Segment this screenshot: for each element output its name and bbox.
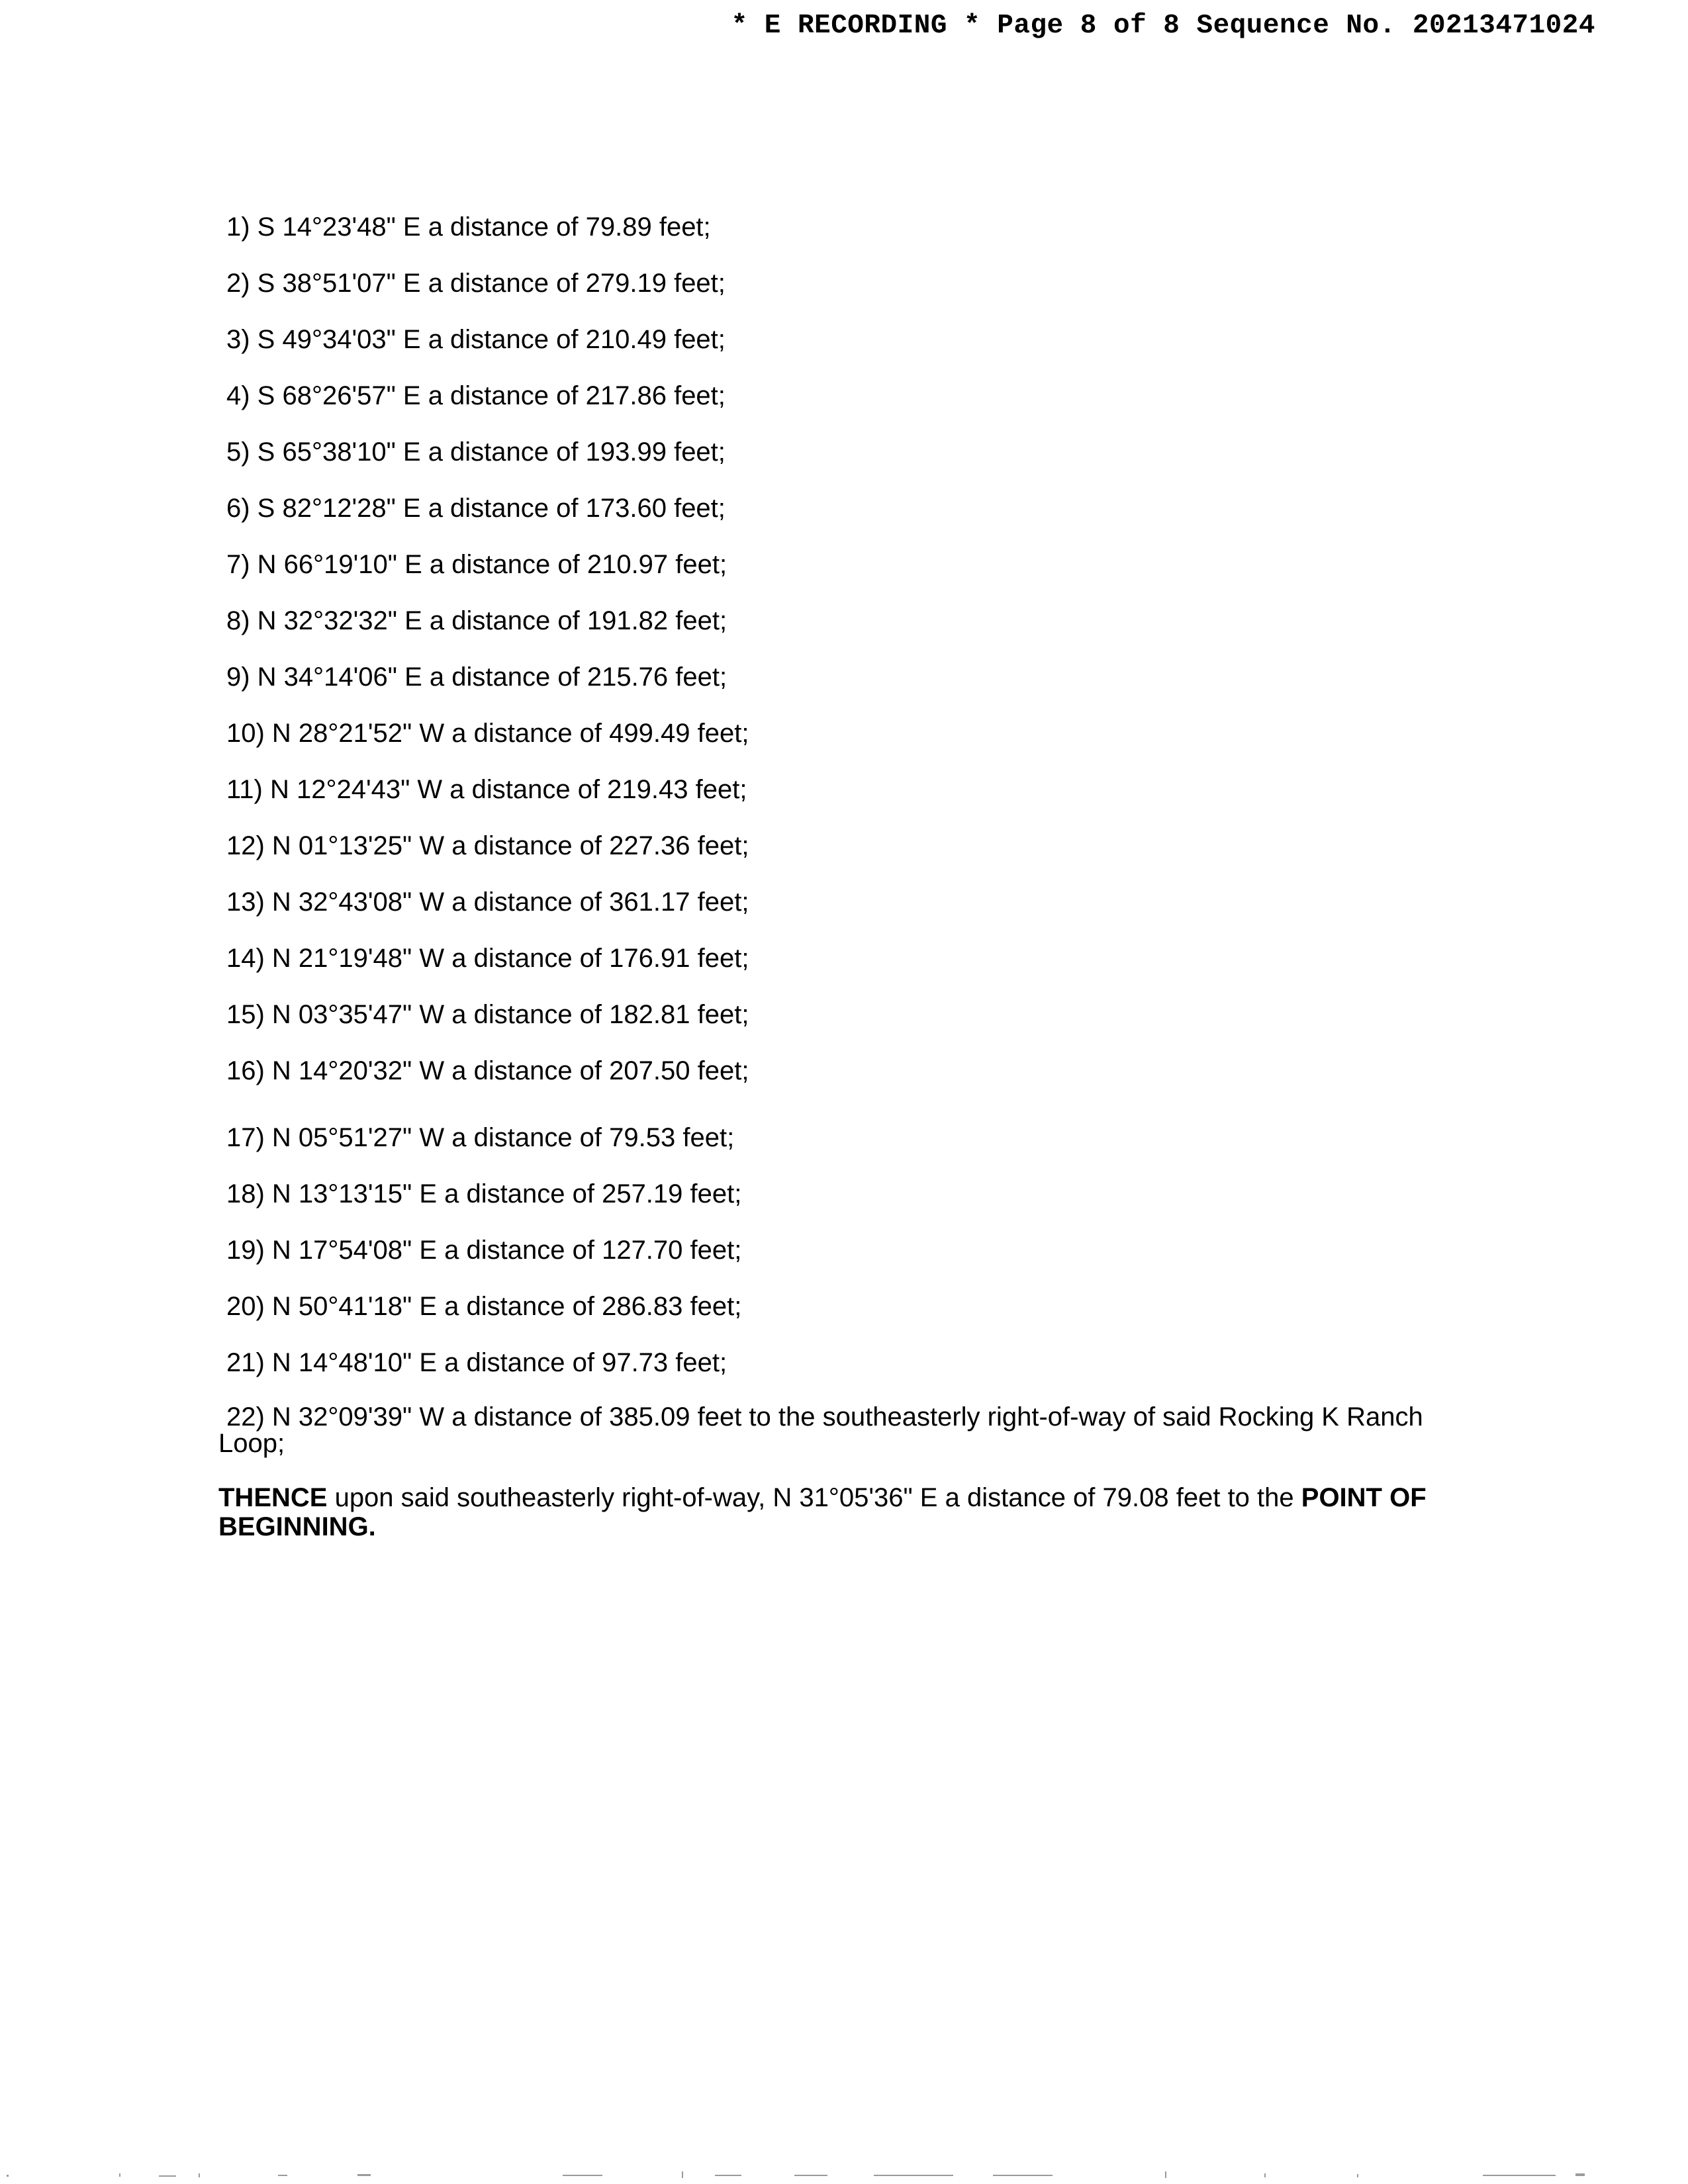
course-call: 10) N 28°21'52" W a distance of 499.49 feet; xyxy=(226,719,749,748)
thence-text: upon said southeasterly right-of-way, N 31°05'36" E a distance of 79.08 feet to the xyxy=(327,1483,1301,1512)
thence-paragraph xyxy=(218,1483,1463,1541)
course-call: 8) N 32°32'32" E a distance of 191.82 feet; xyxy=(226,606,727,635)
course-call: 7) N 66°19'10" E a distance of 210.97 feet; xyxy=(226,550,727,579)
course-call-final: 22) N 32°09'39" W a distance of 385.09 feet to the southeasterly right-of-way of said Rocking K Ranch Loop; xyxy=(218,1402,1423,1458)
course-call: 21) N 14°48'10" E a distance of 97.73 feet; xyxy=(226,1348,727,1377)
course-call: 19) N 17°54'08" E a distance of 127.70 feet; xyxy=(226,1236,742,1265)
course-call: 11) N 12°24'43" W a distance of 219.43 feet; xyxy=(226,775,747,804)
legal-description xyxy=(218,212,1463,1541)
course-call: 18) N 13°13'15" E a distance of 257.19 feet; xyxy=(226,1179,742,1208)
course-call: 15) N 03°35'47" W a distance of 182.81 feet; xyxy=(226,1000,749,1029)
course-call: 14) N 21°19'48" W a distance of 176.91 feet; xyxy=(226,944,749,973)
point-of-beginning: POINT OF BEGINNING. xyxy=(218,1483,1427,1541)
thence-lead: THENCE xyxy=(218,1483,328,1512)
recording-header: * E RECORDING * Page 8 of 8 Sequence No. 20213471024 xyxy=(731,11,1595,41)
course-call: 16) N 14°20'32" W a distance of 207.50 feet; xyxy=(226,1056,749,1085)
course-call: 13) N 32°43'08" W a distance of 361.17 feet; xyxy=(226,887,749,917)
course-call: 4) S 68°26'57" E a distance of 217.86 feet; xyxy=(226,381,726,410)
course-call: 17) N 05°51'27" W a distance of 79.53 feet; xyxy=(226,1123,735,1152)
course-call: 9) N 34°14'06" E a distance of 215.76 feet; xyxy=(226,662,727,692)
scan-noise-strip xyxy=(0,2169,1688,2180)
course-call: 20) N 50°41'18" E a distance of 286.83 feet; xyxy=(226,1292,742,1321)
course-call: 2) S 38°51'07" E a distance of 279.19 feet; xyxy=(226,269,726,298)
course-call: 3) S 49°34'03" E a distance of 210.49 feet; xyxy=(226,325,726,354)
course-call: 6) S 82°12'28" E a distance of 173.60 feet; xyxy=(226,494,726,523)
course-call: 1) S 14°23'48" E a distance of 79.89 feet; xyxy=(226,212,711,242)
course-call: 5) S 65°38'10" E a distance of 193.99 feet; xyxy=(226,437,726,467)
course-call: 12) N 01°13'25" W a distance of 227.36 feet; xyxy=(226,831,749,860)
